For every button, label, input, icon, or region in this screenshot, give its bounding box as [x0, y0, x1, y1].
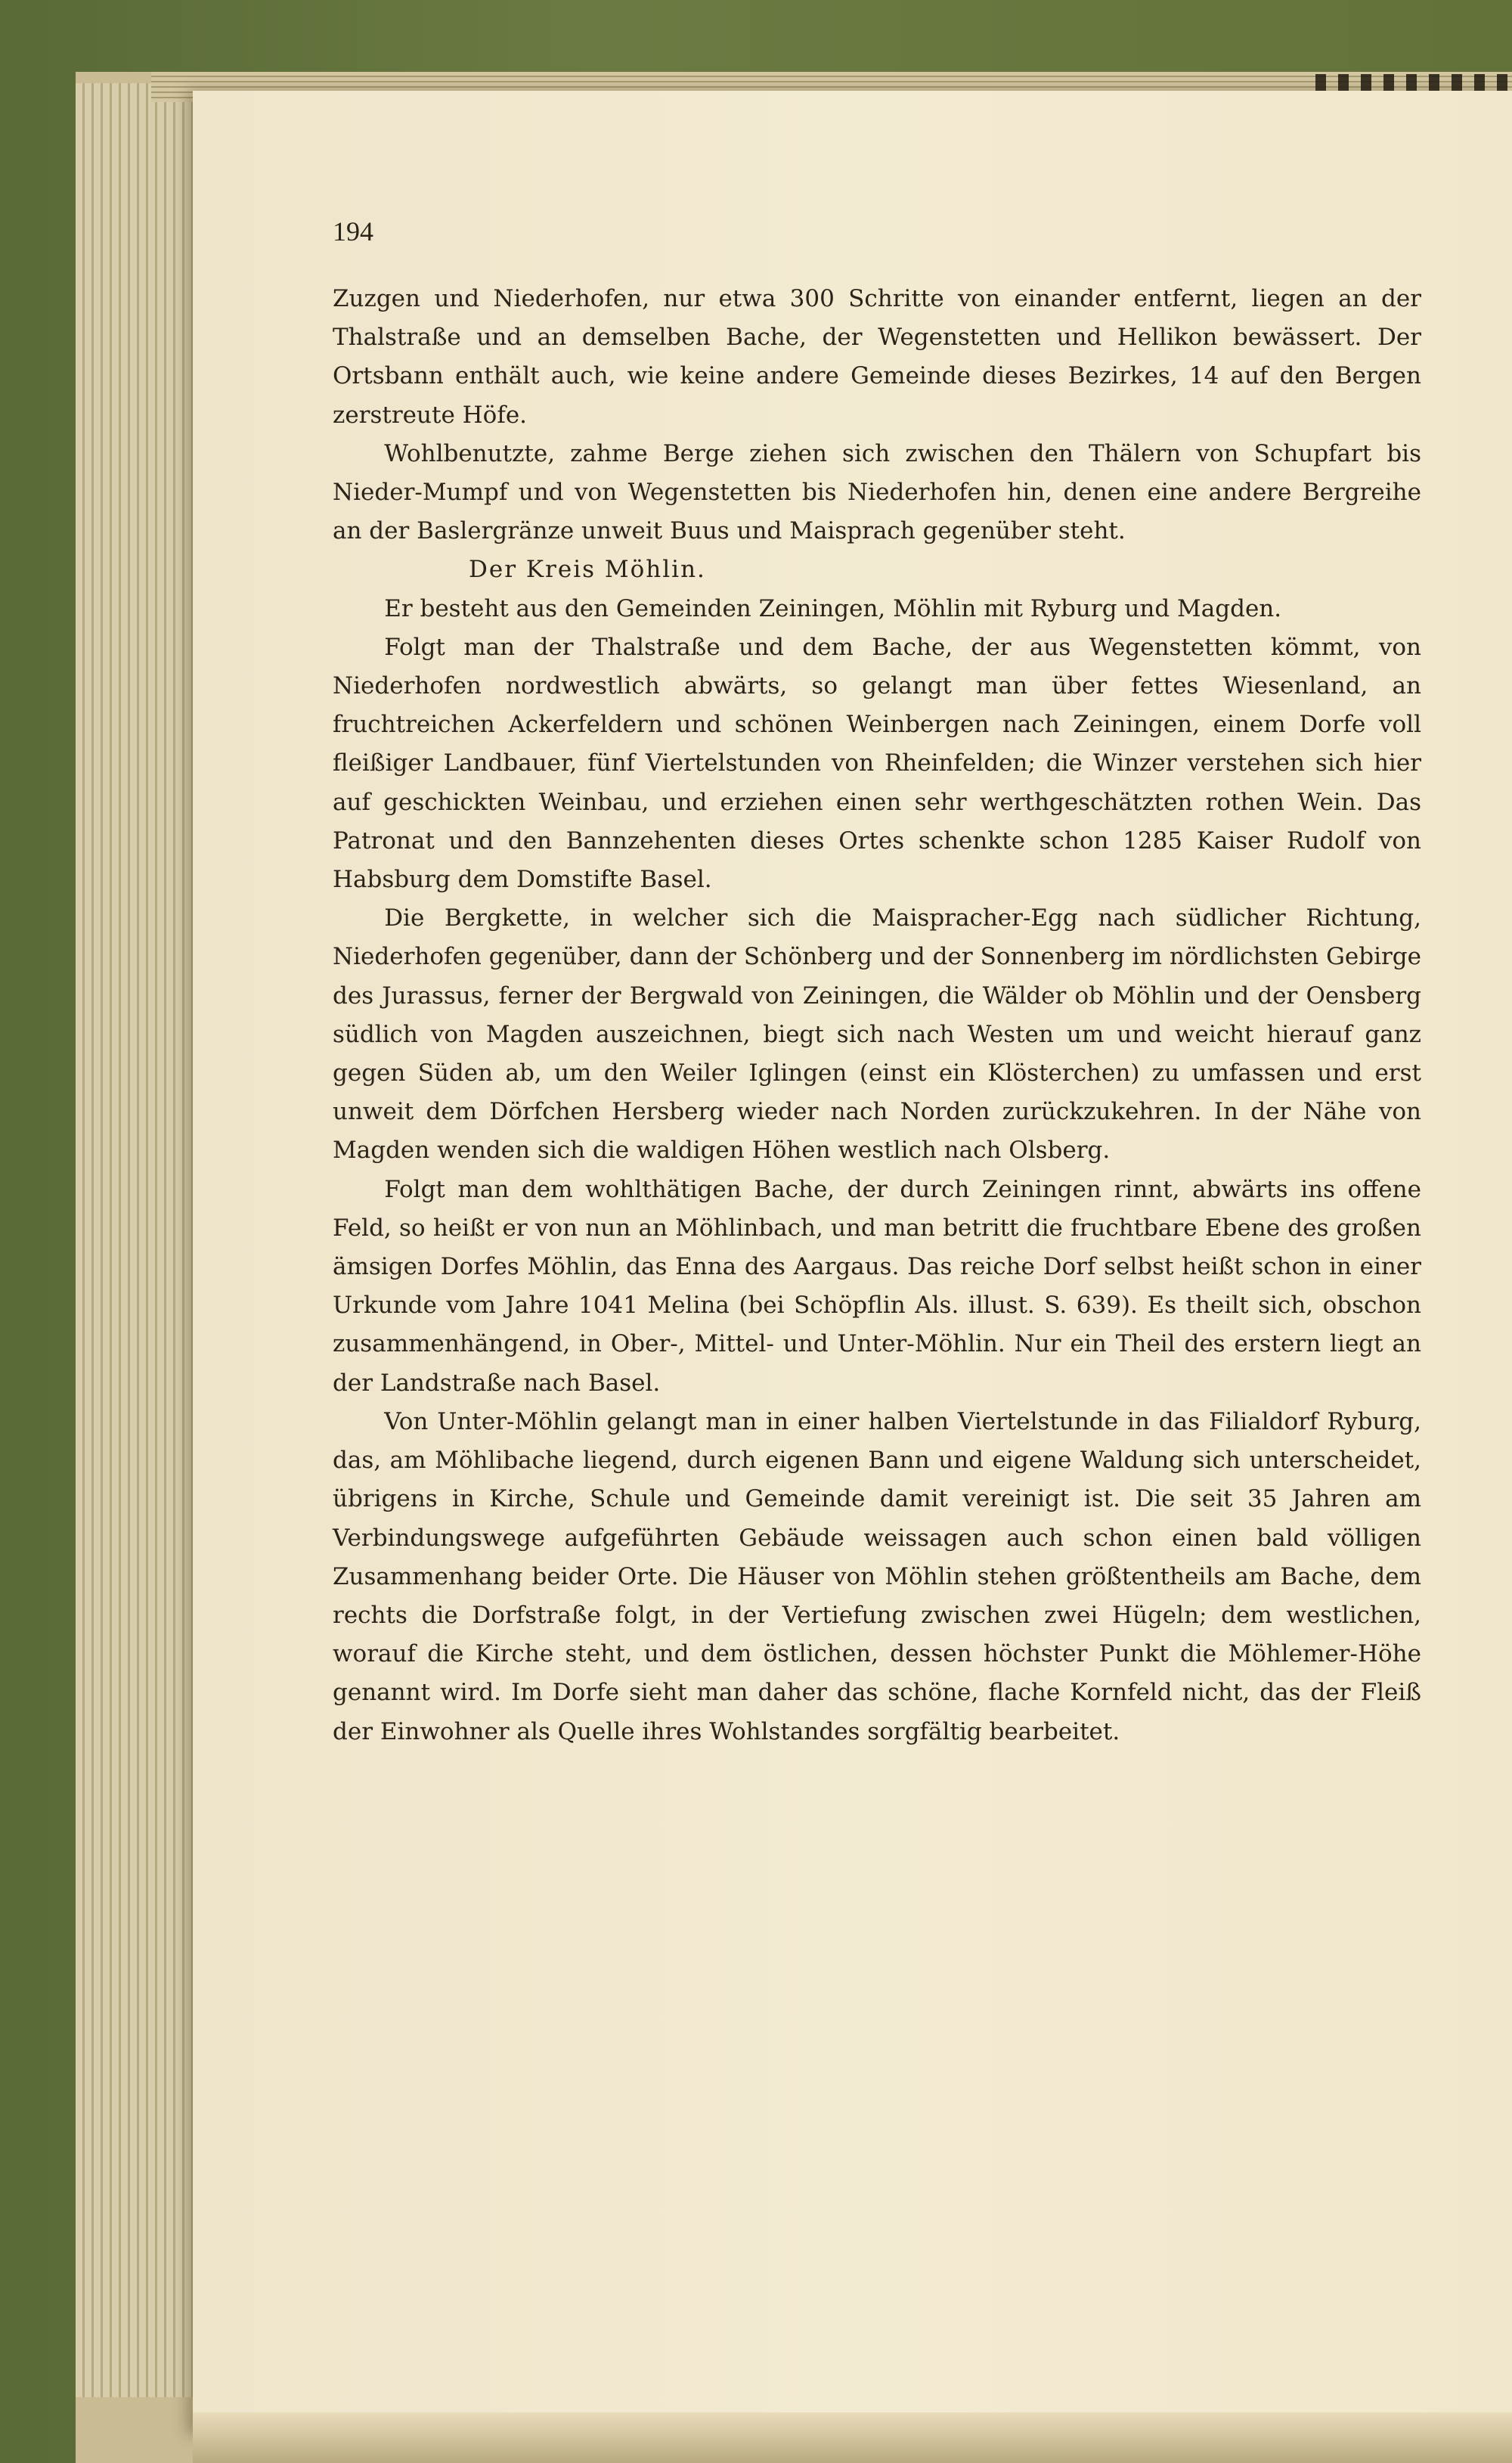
paragraph: Wohlbenutzte, zahme Berge ziehen sich zwischen den Thälern von Schupfart bis Nieder-Mumpf und von Wegenstetten bis Niederhofen hin, denen eine andere Bergreihe an der Baslergränze unweit Buus und Maisprach gegenüber steht. — [333, 439, 1421, 545]
paragraph: Folgt man der Thalstraße und dem Bache, der aus Wegenstetten kömmt, von Niederhofen nordwestlich abwärts, so gelangt man über fettes Wiesenland, an fruchtreichen Ackerfeldern und schönen Weinbergen nach Zeiningen, einem Dorfe voll fleißiger Landbauer, fünf Viertelstunden von Rheinfelden; die Winzer verstehen sich hier auf geschickten Weinbau, und erziehen einen sehr werthgeschätzten rothen Wein. Das Patronat und den Bannzehenten dieses Ortes schenkte schon 1285 Kaiser Rudolf von Habsburg dem Domstifte Basel. — [333, 633, 1421, 894]
page-edges — [76, 83, 204, 2397]
paragraph: Zuzgen und Niederhofen, nur etwa 300 Schritte von einander entfernt, liegen an der Thalstraße und an demselben Bache, der Wegenstetten und Hellikon bewässert. Der Ortsbann enthält auch, wie keine andere Gemeinde dieses Bezirkes, 14 auf den Bergen zerstreute Höfe. — [333, 285, 1421, 429]
page-bottom-edge — [193, 2412, 1512, 2463]
paragraph: Er besteht aus den Gemeinden Zeiningen, Möhlin mit Ryburg und Magden. — [384, 594, 1282, 622]
paragraph: Von Unter-Möhlin gelangt man in einer halben Viertelstunde in das Filialdorf Ryburg, das, am Möhlibache liegend, durch eigenen Bann und eigene Waldung sich unterscheidet, übrigens in Kirche, Schule und Gemeinde damit vereinigt ist. Die seit 35 Jahren am Verbindungswege aufgeführten Gebäude weissagen auch schon einen bald völligen Zusammenhang beider Orte. Die Häuser von Möhlin stehen größtentheils am Bache, dem rechts die Dorfstraße folgt, in der Vertiefung zwischen zwei Hügeln; dem westlichen, worauf die Kirche steht, und dem östlichen, dessen höchster Punkt die Möhlemer-Höhe genannt wird. Im Dorfe sieht man daher das schöne, flache Kornfeld nicht, das der Fleiß der Einwohner als Quelle ihres Wohlstandes sorgfältig bearbeitet. — [333, 1407, 1421, 1745]
paragraph: Die Bergkette, in welcher sich die Maispracher-Egg nach südlicher Richtung, Niederhofen gegenüber, dann der Schönberg und der Sonnenberg im nördlichsten Gebirge des Jurassus, ferner der Bergwald von Zeiningen, die Wälder ob Möhlin und der Oensberg südlich von Magden auszeichnen, biegt sich nach Westen um und weicht hierauf ganz gegen Süden ab, um den Weiler Iglingen (einst ein Klösterchen) zu umfassen und erst unweit dem Dörfchen Hersberg wieder nach Norden zurückzukehren. In der Nähe von Magden wenden sich die waldigen Höhen westlich nach Olsberg. — [333, 904, 1421, 1165]
page-number: 194 — [333, 216, 373, 247]
paragraph: Folgt man dem wohlthätigen Bache, der durch Zeiningen rinnt, abwärts ins offene Feld, so heißt er von nun an Möhlinbach, und man betritt die fruchtbare Ebene des großen ämsigen Dorfes Möhlin, das Enna des Aargaus. Das reiche Dorf selbst heißt schon in einer Urkunde vom Jahre 1041 Melina (bei Schöpflin Als. illust. S. 639). Es theilt sich, obschon zusammenhängend, in Ober-, Mittel- und Unter-Möhlin. Nur ein Theil des erstern liegt an der Landstraße nach Basel. — [333, 1175, 1421, 1397]
page-text — [333, 280, 1421, 1751]
section-heading: Der Kreis Möhlin. — [469, 556, 706, 584]
